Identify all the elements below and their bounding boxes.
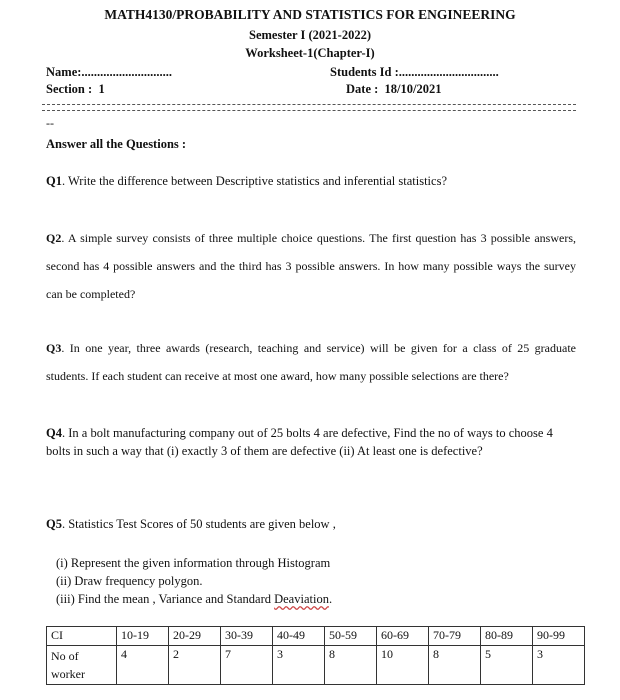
question-number: Q2 [46,231,62,245]
spellcheck-word: Deaviation [274,592,329,606]
scores-table [46,626,585,685]
question-text: . Write the difference between Descriptive statistics and inferential statistics? [61,174,447,188]
table-row-label: No of worker [47,646,117,685]
question-number: Q1 [46,174,62,188]
question-text: . In a bolt manufacturing company out of 25 bolts 4 are defective, Find the no of ways to choose 4 bolts in such a way that (i) exactly 3 of them are defective (ii) At least one is defective? [46,426,553,458]
name-field-label: Name:............................. [46,65,173,79]
instruction-heading: Answer all the Questions : [46,137,187,151]
count-cell: 8 [325,646,377,685]
q5-part-3 [56,590,332,608]
count-cell: 8 [429,646,481,685]
interval-cell: 50-59 [325,627,377,646]
interval-cell: 30-39 [221,627,273,646]
date-row [346,82,441,97]
students-id-label: Students Id :................................ [330,65,499,79]
section-row [46,82,105,97]
table-header-label: CI [47,627,117,646]
count-cell: 4 [117,646,169,685]
question-number: Q5 [46,517,62,531]
worksheet-line: Worksheet-1(Chapter-I) [245,46,375,60]
question-number: Q4 [46,426,62,440]
question-text: . A simple survey consists of three multiple choice questions. The first question has 3 possible answers, second has 4 possible answers and the third has 3 possible answers. In how many possible ways the survey can be completed? [46,231,576,301]
dash-mark: -- [46,116,54,130]
table-data-row [47,646,585,685]
interval-cell: 10-19 [117,627,169,646]
course-title: MATH4130/PROBABILITY AND STATISTICS FOR ENGINEERING [104,7,516,22]
interval-cell: 20-29 [169,627,221,646]
question-4 [46,424,576,460]
date-label: Date : [346,82,379,96]
count-cell: 5 [481,646,533,685]
date-value: 18/10/2021 [384,82,442,96]
interval-cell: 40-49 [273,627,325,646]
question-2 [46,224,576,308]
q5-part-2: (ii) Draw frequency polygon. [56,574,203,588]
count-cell: 3 [533,646,585,685]
count-cell: 3 [273,646,325,685]
table-header-row [47,627,585,646]
dashed-divider-top [42,104,576,105]
count-cell: 10 [377,646,429,685]
interval-cell: 70-79 [429,627,481,646]
question-3 [46,334,576,390]
count-cell: 7 [221,646,273,685]
section-label: Section : [46,82,93,96]
semester-line: Semester I (2021-2022) [249,28,371,42]
q5-part-3-prefix: (iii) Find the mean , Variance and Standard [56,592,275,606]
interval-cell: 80-89 [481,627,533,646]
q5-part-1: (i) Represent the given information through Histogram [56,556,331,570]
q5-part-3-suffix: . [328,592,333,606]
interval-cell: 60-69 [377,627,429,646]
question-text: . In one year, three awards (research, teaching and service) will be given for a class of 25 graduate students. If each student can receive at most one award, how many possible selections are there? [46,341,576,383]
question-1 [46,167,576,195]
section-value: 1 [98,82,105,96]
question-number: Q3 [46,341,62,355]
question-text: . Statistics Test Scores of 50 students are given below , [61,517,336,531]
interval-cell: 90-99 [533,627,585,646]
count-cell: 2 [169,646,221,685]
question-5 [46,517,336,532]
dashed-divider-bottom [42,110,576,111]
